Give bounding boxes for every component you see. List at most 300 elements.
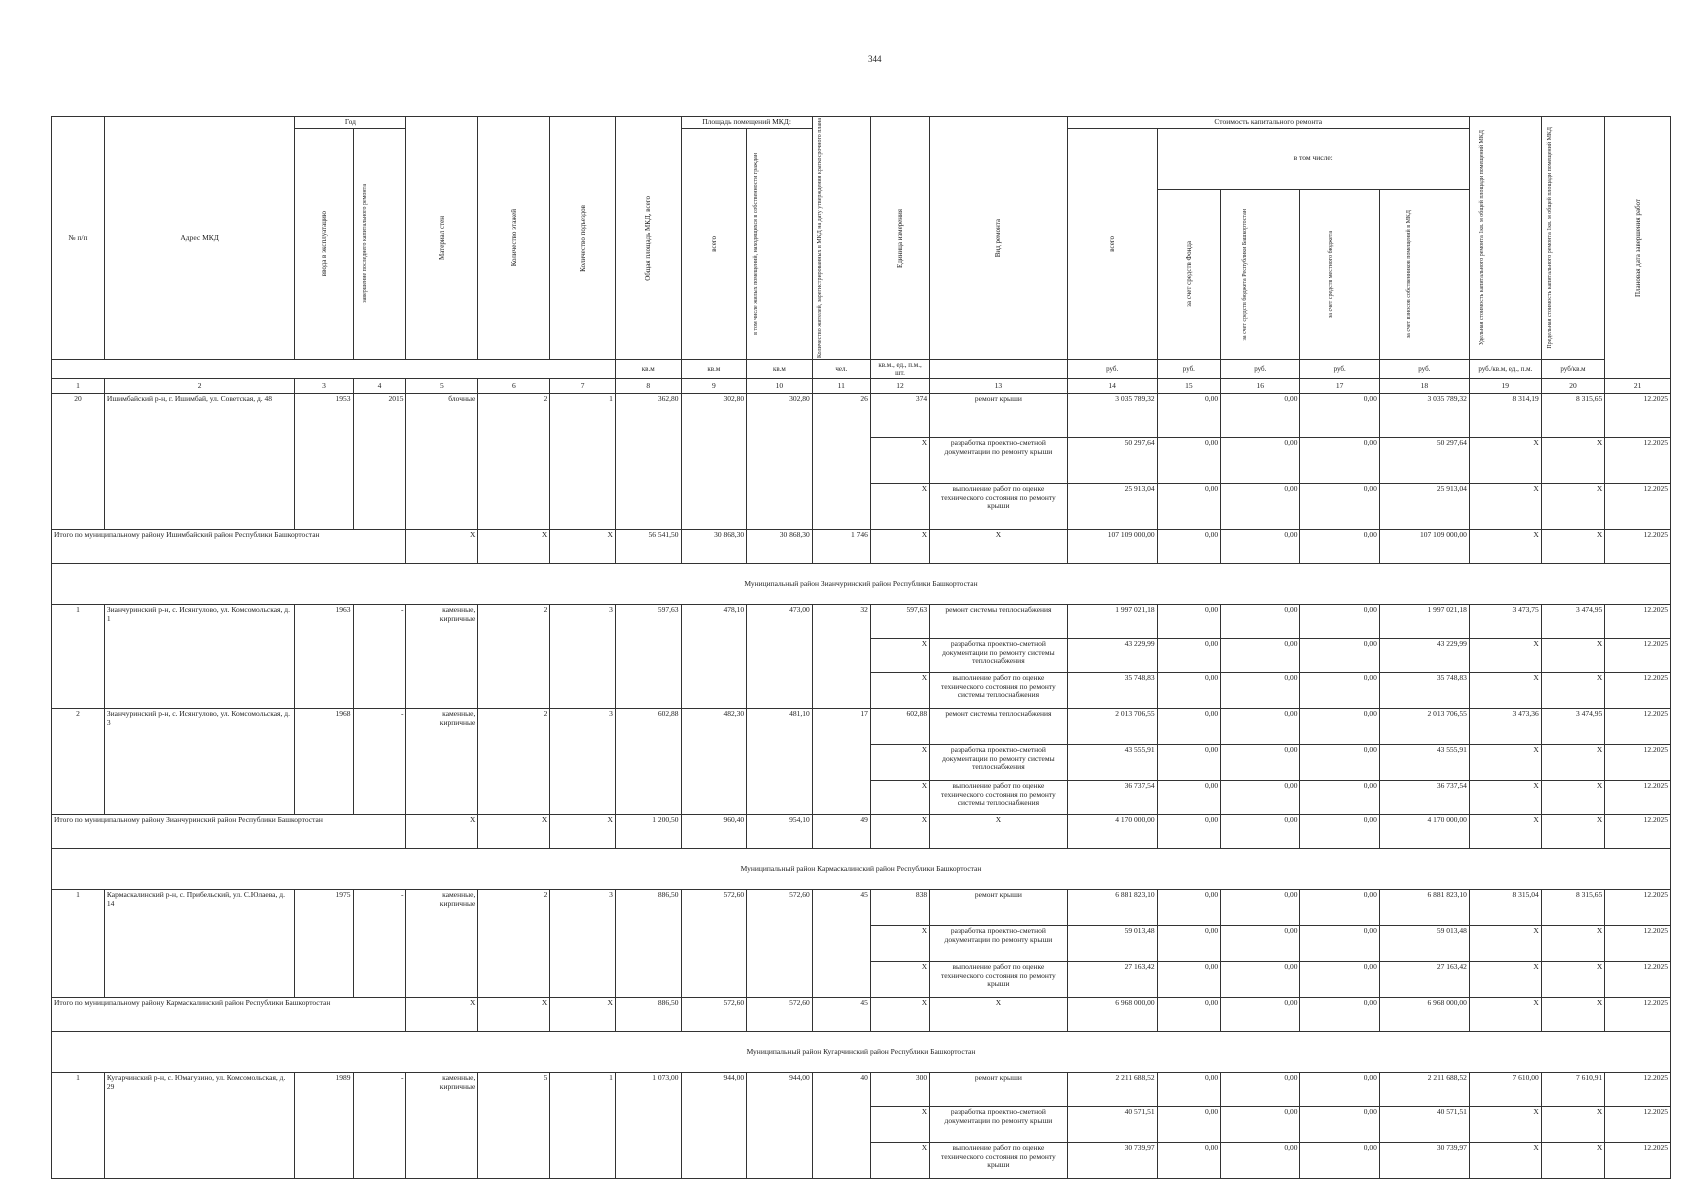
column-number: 13 [930, 379, 1068, 394]
column-number: 1 [52, 379, 105, 394]
table-cell: 49 [812, 815, 870, 849]
table-cell: X [406, 998, 478, 1032]
repair-type: ремонт крыши [930, 1073, 1068, 1107]
table-cell: 0,00 [1157, 438, 1220, 484]
table-cell: X [1469, 438, 1541, 484]
table-cell: 3 [550, 709, 616, 815]
table-cell: X [870, 926, 929, 962]
table-cell: 0,00 [1300, 962, 1379, 998]
repair-type: ремонт крыши [930, 394, 1068, 438]
table-cell: X [1541, 673, 1604, 709]
total-row [52, 815, 1671, 849]
table-cell: X [870, 815, 929, 849]
total-label: Итого по муниципальному району Ишимбайский район Республики Башкортостан [52, 530, 406, 564]
table-cell: 302,80 [747, 394, 813, 530]
table-cell: 0,00 [1157, 530, 1220, 564]
table-cell: 12.2025 [1605, 673, 1671, 709]
table-cell: 12.2025 [1605, 815, 1671, 849]
table-cell: X [870, 438, 929, 484]
hdr-limit-cost: Предельная стоимость капитального ремонта 1кв. м общей площади помещений МКД [1541, 117, 1604, 360]
table-cell: X [478, 530, 550, 564]
table-cell: 12.2025 [1605, 709, 1671, 745]
hdr-unit: Единица измерения [870, 117, 929, 360]
table-cell: 886,50 [615, 890, 681, 998]
table-cell: 59 013,48 [1379, 926, 1469, 962]
hdr-cost-local: за счет средств местного бюджета [1300, 189, 1379, 359]
table-cell: X [1469, 815, 1541, 849]
table-cell: 1968 [295, 709, 353, 815]
hdr-premises-area: Площадь помещений МКД: [681, 117, 812, 129]
hdr-cost-fund: за счет средств Фонда [1157, 189, 1220, 359]
table-cell: X [1541, 438, 1604, 484]
table-cell: 12.2025 [1605, 1107, 1671, 1143]
table-cell: X [870, 781, 929, 815]
repair-type: выполнение работ по оценке технического состояния по ремонту системы теплоснабжения [930, 673, 1068, 709]
column-number: 17 [1300, 379, 1379, 394]
table-cell: 2 [478, 709, 550, 815]
section-title: Муниципальный район Кармаскалинский район Республики Башкортостан [52, 849, 1671, 890]
table-cell: 12.2025 [1605, 639, 1671, 673]
table-cell: X [1469, 998, 1541, 1032]
table-cell: X [1541, 1107, 1604, 1143]
table-cell: 26 [812, 394, 870, 530]
table-cell: 0,00 [1157, 962, 1220, 998]
table-cell: 0,00 [1221, 926, 1300, 962]
column-number: 5 [406, 379, 478, 394]
table-header [52, 117, 1671, 394]
table-row [52, 605, 1671, 639]
hdr-total-area: Общая площадь МКД, всего [615, 117, 681, 360]
table-cell: 12.2025 [1605, 962, 1671, 998]
table-cell: 0,00 [1221, 639, 1300, 673]
table-cell: 12.2025 [1605, 1143, 1671, 1179]
table-cell: 572,60 [681, 890, 747, 998]
hdr-premises-owned: в том числе жилых помещений, находящихся в собственности граждан [747, 128, 813, 359]
column-number: 10 [747, 379, 813, 394]
table-cell: 12.2025 [1605, 926, 1671, 962]
table-cell: каменные, кирпичные [406, 1073, 478, 1179]
table-cell: 12.2025 [1605, 484, 1671, 530]
table-cell: X [1469, 1143, 1541, 1179]
hdr-unit-rub-5: руб. [1379, 360, 1469, 379]
hdr-unit-rub-1: руб. [1067, 360, 1157, 379]
table-cell: 1975 [295, 890, 353, 998]
row-address: Зианчуринский р-н, с. Исянгулово, ул. Комсомольская, д. 3 [104, 709, 294, 815]
table-cell: 25 913,04 [1379, 484, 1469, 530]
hdr-entrances: Количество подъездов [550, 117, 616, 360]
table-cell: 0,00 [1300, 998, 1379, 1032]
table-cell: 481,10 [747, 709, 813, 815]
table-cell: 0,00 [1157, 1073, 1220, 1107]
table-cell: 43 229,99 [1379, 639, 1469, 673]
hdr-unit-per-2: руб/кв.м [1541, 360, 1604, 379]
table-cell: X [1541, 998, 1604, 1032]
table-cell: 0,00 [1300, 530, 1379, 564]
table-cell: X [478, 998, 550, 1032]
table-cell: 2015 [353, 394, 406, 530]
hdr-unit-blank [52, 360, 616, 379]
table-cell: 572,60 [681, 998, 747, 1032]
total-label: Итого по муниципальному району Зианчуринский район Республики Башкортостан [52, 815, 406, 849]
table-cell: 0,00 [1157, 605, 1220, 639]
table-cell: X [870, 962, 929, 998]
table-cell: 0,00 [1157, 709, 1220, 745]
row-address: Зианчуринский р-н, с. Исянгулово, ул. Комсомольская, д. 1 [104, 605, 294, 709]
repair-type: выполнение работ по оценке технического состояния по ремонту крыши [930, 1143, 1068, 1179]
table-cell: 302,80 [681, 394, 747, 530]
table-cell: 944,00 [681, 1073, 747, 1179]
table-cell: 2 211 688,52 [1067, 1073, 1157, 1107]
table-cell: 602,88 [615, 709, 681, 815]
column-number: 14 [1067, 379, 1157, 394]
table-cell: X [1541, 484, 1604, 530]
section-title: Муниципальный район Зианчуринский район Республики Башкортостан [52, 564, 1671, 605]
table-cell: X [1469, 530, 1541, 564]
table-cell: 12.2025 [1605, 438, 1671, 484]
repair-type: выполнение работ по оценке технического состояния по ремонту крыши [930, 962, 1068, 998]
table-cell: 0,00 [1300, 926, 1379, 962]
table-cell: 12.2025 [1605, 1073, 1671, 1107]
table-cell: 0,00 [1157, 890, 1220, 926]
table-cell: 954,10 [747, 815, 813, 849]
hdr-cost-total: всего [1067, 128, 1157, 359]
table-cell: 0,00 [1221, 781, 1300, 815]
column-number: 7 [550, 379, 616, 394]
table-cell: X [1469, 639, 1541, 673]
table-cell: 2 [478, 394, 550, 530]
table-cell: 40 571,51 [1067, 1107, 1157, 1143]
repair-type: разработка проектно-сметной документации по ремонту системы теплоснабжения [930, 639, 1068, 673]
table-cell: X [1469, 673, 1541, 709]
repair-type: разработка проектно-сметной документации по ремонту крыши [930, 438, 1068, 484]
table-cell: X [1541, 781, 1604, 815]
table-cell: X [870, 639, 929, 673]
table-cell: 6 881 823,10 [1379, 890, 1469, 926]
table-cell: 3 035 789,32 [1379, 394, 1469, 438]
table-cell: 0,00 [1157, 815, 1220, 849]
table-cell: - [353, 1073, 406, 1179]
table-cell: блочные [406, 394, 478, 530]
table-cell: 7 610,00 [1469, 1073, 1541, 1107]
table-cell: 45 [812, 998, 870, 1032]
table-cell: 107 109 000,00 [1379, 530, 1469, 564]
hdr-planned-date: Плановая дата завершения работ [1605, 117, 1671, 379]
table-cell: 362,80 [615, 394, 681, 530]
table-cell: 8 315,04 [1469, 890, 1541, 926]
table-cell: 960,40 [681, 815, 747, 849]
table-cell: X [550, 530, 616, 564]
hdr-address: Адрес МКД [104, 117, 294, 360]
table-cell: X [870, 745, 929, 781]
table-row [52, 709, 1671, 745]
repair-type: ремонт системы теплоснабжения [930, 709, 1068, 745]
column-number: 8 [615, 379, 681, 394]
table-cell: 43 555,91 [1379, 745, 1469, 781]
table-cell: 572,60 [747, 998, 813, 1032]
section-row [52, 1032, 1671, 1073]
table-cell: 0,00 [1221, 530, 1300, 564]
table-cell: - [353, 709, 406, 815]
table-cell: - [353, 605, 406, 709]
table-cell: каменные, кирпичные [406, 890, 478, 998]
row-address: Кармаскалинский р-н, с. Прибельский, ул. С.Юлаева, д. 14 [104, 890, 294, 998]
table-row [52, 890, 1671, 926]
table-cell: X [1541, 1143, 1604, 1179]
table-cell: 1 997 021,18 [1379, 605, 1469, 639]
table-cell: 0,00 [1157, 639, 1220, 673]
hdr-wall-material: Материал стен [406, 117, 478, 360]
table-cell: X [478, 815, 550, 849]
table-cell: X [406, 815, 478, 849]
table-cell: 45 [812, 890, 870, 998]
hdr-cost: Стоимость капитального ремонта [1067, 117, 1469, 129]
table-cell: 0,00 [1221, 1143, 1300, 1179]
table-cell: 56 541,50 [615, 530, 681, 564]
table-cell: 0,00 [1300, 484, 1379, 530]
column-number: 3 [295, 379, 353, 394]
table-cell: 12.2025 [1605, 605, 1671, 639]
hdr-premises-total: всего [681, 128, 747, 359]
repair-type: ремонт системы теплоснабжения [930, 605, 1068, 639]
column-number: 20 [1541, 379, 1604, 394]
table-cell: X [1541, 962, 1604, 998]
table-cell: 25 913,04 [1067, 484, 1157, 530]
table-cell: X [930, 815, 1068, 849]
table-cell: 35 748,83 [1379, 673, 1469, 709]
table-cell: 107 109 000,00 [1067, 530, 1157, 564]
table-cell: 0,00 [1221, 962, 1300, 998]
table-cell: X [870, 998, 929, 1032]
table-cell: 3 035 789,32 [1067, 394, 1157, 438]
table-cell: 602,88 [870, 709, 929, 745]
table-cell: 6 968 000,00 [1379, 998, 1469, 1032]
hdr-year: Год [295, 117, 406, 129]
table-cell: 0,00 [1300, 781, 1379, 815]
table-cell: 886,50 [615, 998, 681, 1032]
table-cell: X [1469, 781, 1541, 815]
table-cell: X [550, 998, 616, 1032]
table-cell: 30 739,97 [1379, 1143, 1469, 1179]
table-cell: X [870, 673, 929, 709]
table-cell: 0,00 [1300, 394, 1379, 438]
table-cell: 0,00 [1157, 673, 1220, 709]
table-cell: 6 881 823,10 [1067, 890, 1157, 926]
table-cell: X [1541, 815, 1604, 849]
hdr-unit-rub-4: руб. [1300, 360, 1379, 379]
table-cell: 59 013,48 [1067, 926, 1157, 962]
table-cell: X [1541, 639, 1604, 673]
column-numbers-row [52, 379, 1671, 394]
column-number: 9 [681, 379, 747, 394]
table-cell: 0,00 [1300, 890, 1379, 926]
column-number: 16 [1221, 379, 1300, 394]
table-cell: 478,10 [681, 605, 747, 709]
table-cell: 597,63 [870, 605, 929, 639]
table-cell: 2 211 688,52 [1379, 1073, 1469, 1107]
table-cell: 0,00 [1221, 998, 1300, 1032]
table-cell: 40 571,51 [1379, 1107, 1469, 1143]
column-number: 19 [1469, 379, 1541, 394]
hdr-residents: Количество жителей, зарегистрированных в МКД на дату утверждения краткосрочного плана [812, 117, 870, 360]
table-cell: X [870, 1143, 929, 1179]
row-number: 1 [52, 890, 105, 998]
table-cell: 0,00 [1300, 1143, 1379, 1179]
hdr-unit-measure: кв.м., ед., п.м., шт. [870, 360, 929, 379]
column-number: 18 [1379, 379, 1469, 394]
column-number: 15 [1157, 379, 1220, 394]
hdr-unit-sqm-1: кв.м [615, 360, 681, 379]
table-cell: 35 748,83 [1067, 673, 1157, 709]
table-cell: 0,00 [1157, 998, 1220, 1032]
table-cell: X [1469, 484, 1541, 530]
table-cell: 0,00 [1157, 745, 1220, 781]
table-cell: 0,00 [1157, 484, 1220, 530]
hdr-unit-rub-3: руб. [1221, 360, 1300, 379]
repair-type: разработка проектно-сметной документации по ремонту системы теплоснабжения [930, 745, 1068, 781]
table-cell: X [870, 530, 929, 564]
table-cell: X [1469, 962, 1541, 998]
table-cell: 3 473,75 [1469, 605, 1541, 639]
table-cell: X [1541, 530, 1604, 564]
section-row [52, 564, 1671, 605]
hdr-unit-cost: Удельная стоимость капитального ремонта 1кв. м общей площади помещений МКД [1469, 117, 1541, 360]
table-cell: X [406, 530, 478, 564]
table-cell: 0,00 [1221, 484, 1300, 530]
table-cell: 3 473,36 [1469, 709, 1541, 745]
column-number: 12 [870, 379, 929, 394]
table-cell: X [930, 998, 1068, 1032]
total-row [52, 530, 1671, 564]
table-cell: 5 [478, 1073, 550, 1179]
table-cell: 0,00 [1221, 890, 1300, 926]
table-cell: 3 474,95 [1541, 709, 1604, 745]
table-cell: 0,00 [1157, 1107, 1220, 1143]
table-cell: 36 737,54 [1379, 781, 1469, 815]
table-cell: 597,63 [615, 605, 681, 709]
table-cell: 43 555,91 [1067, 745, 1157, 781]
capital-repair-table [51, 116, 1671, 1179]
repair-type: выполнение работ по оценке технического состояния по ремонту крыши [930, 484, 1068, 530]
table-cell: 2 [478, 605, 550, 709]
table-cell: 944,00 [747, 1073, 813, 1179]
table-cell: 0,00 [1300, 639, 1379, 673]
hdr-floors: Количество этажей [478, 117, 550, 360]
table-cell: 1 746 [812, 530, 870, 564]
table-cell: 0,00 [1221, 1107, 1300, 1143]
table-cell: 17 [812, 709, 870, 815]
table-cell: 0,00 [1157, 781, 1220, 815]
table-cell: 1 [550, 394, 616, 530]
row-address: Ишимбайский р-н, г. Ишимбай, ул. Советская, д. 48 [104, 394, 294, 530]
table-cell: 1989 [295, 1073, 353, 1179]
hdr-repair-type: Вид ремонта [930, 117, 1068, 360]
total-label: Итого по муниципальному району Кармаскалинский район Республики Башкортостан [52, 998, 406, 1032]
table-cell: 12.2025 [1605, 781, 1671, 815]
table-row [52, 394, 1671, 438]
table-cell: 30 739,97 [1067, 1143, 1157, 1179]
table-cell: X [870, 1107, 929, 1143]
table-cell: 0,00 [1221, 438, 1300, 484]
table-cell: 50 297,64 [1067, 438, 1157, 484]
table-row [52, 1073, 1671, 1107]
table-cell: 0,00 [1157, 926, 1220, 962]
table-cell: X [870, 484, 929, 530]
repair-type: выполнение работ по оценке технического состояния по ремонту системы теплоснабжения [930, 781, 1068, 815]
table-cell: 2 013 706,55 [1379, 709, 1469, 745]
table-cell: 572,60 [747, 890, 813, 998]
table-cell: 482,30 [681, 709, 747, 815]
table-cell: 8 315,65 [1541, 394, 1604, 438]
table-cell: X [1469, 926, 1541, 962]
table-cell: X [1541, 745, 1604, 781]
table-cell: 12.2025 [1605, 394, 1671, 438]
table-cell: 300 [870, 1073, 929, 1107]
table-cell: 0,00 [1221, 394, 1300, 438]
table-cell: 1 997 021,18 [1067, 605, 1157, 639]
table-cell: X [1541, 926, 1604, 962]
page-number: 344 [868, 54, 882, 64]
repair-type: разработка проектно-сметной документации по ремонту крыши [930, 926, 1068, 962]
row-address: Кугарчинский р-н, с. Юмагузино, ул. Комсомольская, д. 29 [104, 1073, 294, 1179]
table-cell: 0,00 [1300, 709, 1379, 745]
table-cell: 0,00 [1221, 605, 1300, 639]
table-cell: каменные, кирпичные [406, 605, 478, 709]
table-body [52, 394, 1671, 1179]
table-cell: каменные, кирпичные [406, 709, 478, 815]
table-cell: 30 868,30 [681, 530, 747, 564]
row-number: 2 [52, 709, 105, 815]
table-cell: 1 [550, 1073, 616, 1179]
table-cell: 0,00 [1300, 605, 1379, 639]
table-cell: 4 170 000,00 [1379, 815, 1469, 849]
table-cell: 0,00 [1221, 815, 1300, 849]
table-cell: 1 200,50 [615, 815, 681, 849]
hdr-unit-sqm-2: кв.м [681, 360, 747, 379]
table-cell: 0,00 [1300, 1107, 1379, 1143]
row-number: 20 [52, 394, 105, 530]
table-cell: 1953 [295, 394, 353, 530]
table-cell: X [1469, 745, 1541, 781]
column-number: 4 [353, 379, 406, 394]
table-cell: 50 297,64 [1379, 438, 1469, 484]
hdr-unit-rub-2: руб. [1157, 360, 1220, 379]
repair-type: ремонт крыши [930, 890, 1068, 926]
hdr-number: № п/п [52, 117, 105, 360]
table-cell: 2 [478, 890, 550, 998]
hdr-unit-per-1: руб./кв.м, ед., п.м. [1469, 360, 1541, 379]
table-cell: 30 868,30 [747, 530, 813, 564]
table-cell: 3 474,95 [1541, 605, 1604, 639]
column-number: 2 [104, 379, 294, 394]
table-cell: 0,00 [1221, 673, 1300, 709]
hdr-year-last-repair: завершение последнего капитального ремонта [353, 128, 406, 359]
table-cell: 3 [550, 605, 616, 709]
table-cell: 0,00 [1300, 438, 1379, 484]
column-number: 6 [478, 379, 550, 394]
table-cell: 0,00 [1221, 1073, 1300, 1107]
table-cell: 0,00 [1300, 745, 1379, 781]
column-number: 21 [1605, 379, 1671, 394]
section-row [52, 849, 1671, 890]
table-cell: 27 163,42 [1067, 962, 1157, 998]
table-cell: 40 [812, 1073, 870, 1179]
table-cell: 0,00 [1157, 394, 1220, 438]
table-cell: 7 610,91 [1541, 1073, 1604, 1107]
section-title: Муниципальный район Кугарчинский район Республики Башкортостан [52, 1032, 1671, 1073]
table-cell: 0,00 [1300, 1073, 1379, 1107]
table-cell: 12.2025 [1605, 890, 1671, 926]
table-cell: 0,00 [1300, 815, 1379, 849]
